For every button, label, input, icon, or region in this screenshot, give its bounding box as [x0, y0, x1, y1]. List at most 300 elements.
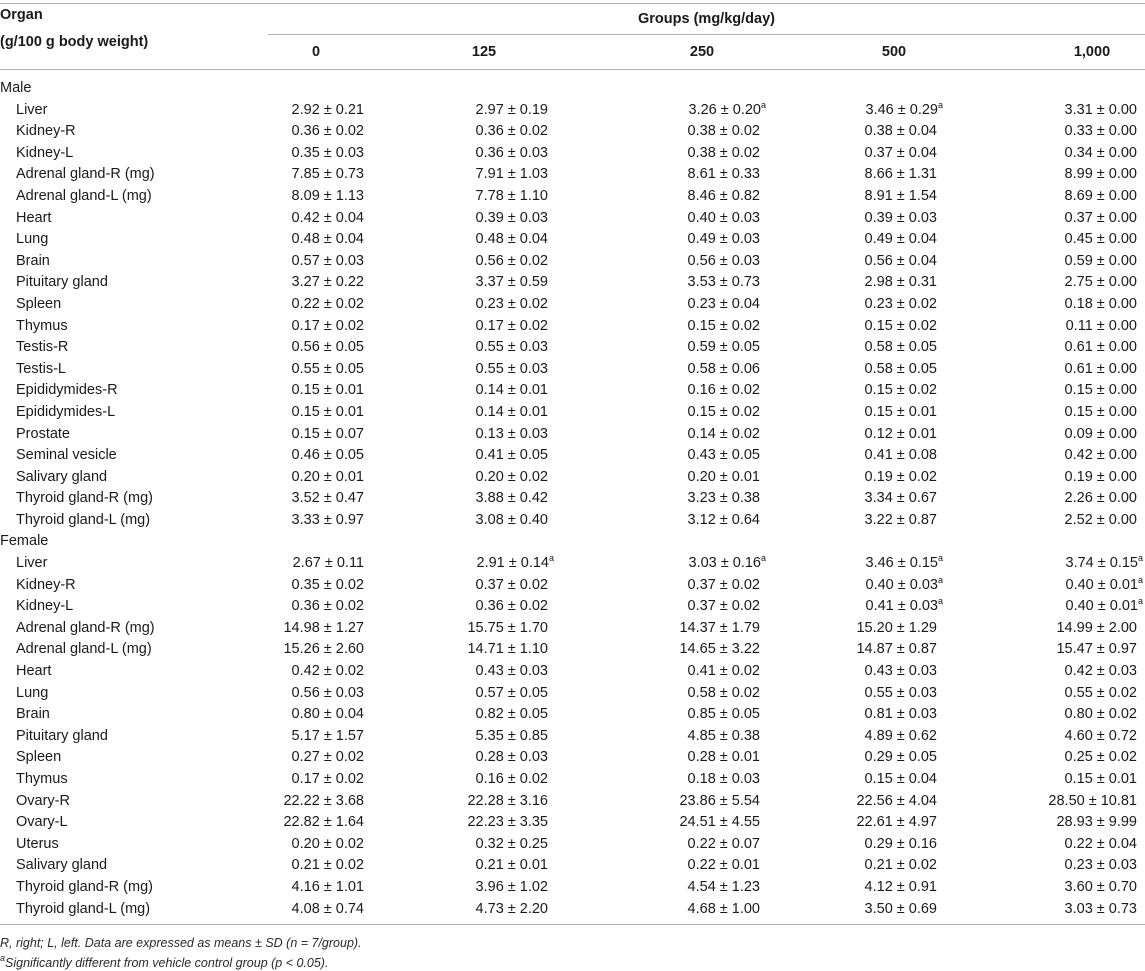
table-row [0, 855, 1145, 877]
table-row [0, 510, 1145, 532]
value-text: 28.50 ± 10.81 [1048, 792, 1137, 809]
value-cell [865, 359, 937, 381]
value-cell [292, 208, 364, 230]
value-text: 28.93 ± 9.99 [1056, 814, 1137, 831]
table-row [0, 661, 1145, 683]
value-cell [1066, 316, 1137, 338]
value-cell [1056, 639, 1137, 661]
value-cell [688, 359, 760, 381]
value-text: 0.41 ± 0.02 [687, 663, 760, 680]
value-text: 7.91 ± 1.03 [475, 166, 548, 183]
value-text: 14.98 ± 1.27 [283, 619, 364, 636]
value-cell [467, 812, 548, 834]
value-text: 5.17 ± 1.57 [291, 727, 364, 744]
value-text: 0.20 ± 0.02 [475, 468, 548, 485]
value-cell [476, 855, 548, 877]
value-text: 7.78 ± 1.10 [475, 187, 548, 204]
value-text: 0.61 ± 0.00 [1064, 339, 1137, 356]
value-text: 0.40 ± 0.03 [865, 576, 938, 593]
table-row [0, 100, 1145, 122]
value-text: 3.34 ± 0.67 [864, 490, 937, 507]
value-text: 0.18 ± 0.03 [687, 771, 760, 787]
value-cell [865, 834, 937, 856]
value-cell [476, 402, 548, 424]
organ-label: Salivary gland [16, 857, 108, 874]
table-row [0, 402, 1145, 424]
value-cell [476, 488, 548, 510]
value-cell [1065, 661, 1137, 683]
footnote-significance [0, 955, 328, 971]
value-text: 0.20 ± 0.01 [291, 468, 364, 485]
value-cell [1065, 877, 1137, 899]
value-cell [476, 467, 548, 489]
value-text: 0.42 ± 0.03 [1064, 663, 1137, 680]
value-cell [292, 510, 364, 532]
value-text: 0.15 ± 0.01 [291, 382, 364, 399]
organ-label: Thyroid gland-L (mg) [16, 900, 151, 917]
table-row [0, 337, 1145, 359]
value-text: 0.17 ± 0.02 [475, 317, 548, 334]
value-text: 0.17 ± 0.02 [291, 317, 364, 334]
value-cell [292, 726, 364, 748]
value-text: 0.59 ± 0.00 [1064, 252, 1137, 269]
value-text: 0.35 ± 0.02 [291, 576, 364, 593]
value-cell [1048, 791, 1137, 813]
value-cell [865, 704, 937, 726]
value-cell [1065, 899, 1137, 921]
value-text: 2.26 ± 0.00 [1064, 490, 1137, 507]
dose-column-header-250: 250 [689, 44, 715, 60]
value-text: 0.56 ± 0.03 [687, 252, 760, 269]
value-cell [688, 208, 760, 230]
value-cell [476, 316, 548, 338]
value-text: 0.39 ± 0.03 [864, 209, 937, 226]
value-cell [292, 229, 364, 251]
value-cell [865, 208, 937, 230]
value-cell [688, 683, 760, 705]
value-text: 0.36 ± 0.02 [475, 123, 548, 140]
value-text: 0.15 ± 0.01 [1064, 771, 1137, 787]
value-text: 0.22 ± 0.04 [1064, 835, 1137, 852]
value-cell [865, 272, 937, 294]
value-cell [1065, 704, 1137, 726]
value-text: 3.52 ± 0.47 [291, 490, 364, 507]
value-cell [476, 769, 548, 791]
value-cell [865, 899, 937, 921]
table-row [0, 272, 1145, 294]
value-cell [292, 251, 364, 273]
table-row [0, 467, 1145, 489]
value-text: 0.37 ± 0.04 [864, 144, 937, 161]
value-cell [679, 618, 760, 640]
organ-label: Testis-R [16, 339, 69, 356]
organ-label: Thyroid gland-L (mg) [16, 511, 151, 528]
value-text: 4.60 ± 0.72 [1064, 727, 1137, 744]
value-cell [292, 877, 364, 899]
organ-label: Prostate [16, 425, 70, 442]
value-cell [476, 445, 548, 467]
value-cell [1065, 683, 1137, 705]
significance-marker: a [760, 553, 766, 564]
value-cell [292, 683, 364, 705]
organ-label: Lung [16, 684, 49, 701]
value-text: 0.55 ± 0.05 [291, 360, 364, 377]
organ-label: Pituitary gland [16, 727, 108, 744]
value-text: 0.14 ± 0.01 [475, 382, 548, 399]
table-row [0, 359, 1145, 381]
section-label: Female [0, 533, 49, 550]
value-text: 0.36 ± 0.02 [291, 123, 364, 140]
value-text: 5.35 ± 0.85 [475, 727, 548, 744]
value-cell [476, 164, 548, 186]
value-text: 0.36 ± 0.03 [475, 144, 548, 161]
value-cell [688, 899, 760, 921]
value-text: 0.15 ± 0.00 [1064, 382, 1137, 399]
value-cell [283, 812, 364, 834]
value-cell [476, 661, 548, 683]
value-cell [688, 510, 760, 532]
organ-label: Kidney-L [16, 598, 74, 615]
table-row [0, 121, 1145, 143]
value-text: 0.49 ± 0.03 [687, 231, 760, 248]
value-text: 3.46 ± 0.29 [865, 101, 938, 118]
value-cell [865, 726, 937, 748]
value-text: 0.22 ± 0.01 [687, 857, 760, 874]
value-cell [476, 899, 548, 921]
value-cell [688, 445, 760, 467]
value-cell [688, 164, 760, 186]
table-row [0, 164, 1145, 186]
value-cell [1065, 855, 1137, 877]
value-text: 0.23 ± 0.04 [687, 295, 760, 312]
value-text: 0.23 ± 0.02 [475, 295, 548, 312]
value-text: 0.15 ± 0.04 [864, 771, 937, 787]
value-cell [1065, 488, 1137, 510]
value-cell [688, 726, 760, 748]
value-cell [1065, 834, 1137, 856]
value-text: 3.12 ± 0.64 [687, 511, 760, 528]
value-text: 0.15 ± 0.00 [1064, 403, 1137, 420]
value-cell [1065, 380, 1137, 402]
value-text: 3.88 ± 0.42 [475, 490, 548, 507]
value-cell [1066, 553, 1143, 575]
value-text: 0.58 ± 0.05 [864, 360, 937, 377]
value-cell [688, 661, 760, 683]
value-text: 14.37 ± 1.79 [679, 619, 760, 636]
value-cell [1065, 359, 1137, 381]
value-text: 0.21 ± 0.02 [864, 857, 937, 874]
value-cell [283, 618, 364, 640]
value-cell [292, 488, 364, 510]
dose-column-header-0: 0 [311, 44, 321, 60]
value-cell [866, 100, 943, 122]
value-cell [688, 272, 760, 294]
value-text: 3.23 ± 0.38 [687, 490, 760, 507]
value-cell [865, 747, 937, 769]
value-text: 0.48 ± 0.04 [291, 231, 364, 248]
value-cell [292, 575, 364, 597]
value-text: 3.26 ± 0.20 [688, 101, 761, 118]
table-row [0, 229, 1145, 251]
value-cell [292, 899, 364, 921]
value-cell [1065, 272, 1137, 294]
value-text: 7.85 ± 0.73 [291, 166, 364, 183]
organ-label: Ovary-L [16, 814, 68, 831]
value-cell [865, 316, 937, 338]
table-bottom-rule [0, 924, 1145, 925]
value-cell [476, 359, 548, 381]
value-text: 0.48 ± 0.04 [475, 231, 548, 248]
value-cell [292, 769, 364, 791]
value-text: 22.23 ± 3.35 [467, 814, 548, 831]
value-text: 0.40 ± 0.01 [1065, 576, 1138, 593]
value-cell [476, 121, 548, 143]
groups-header: Groups (mg/kg/day) [638, 11, 775, 27]
value-text: 0.43 ± 0.03 [475, 663, 548, 680]
table-row [0, 488, 1145, 510]
value-cell [292, 834, 364, 856]
significance-marker: a [937, 553, 943, 564]
value-cell [866, 596, 943, 618]
significance-marker: a [1137, 574, 1143, 585]
value-text: 0.56 ± 0.03 [291, 684, 364, 701]
value-text: 0.59 ± 0.05 [687, 339, 760, 356]
value-text: 15.26 ± 2.60 [283, 641, 364, 658]
value-cell [1065, 402, 1137, 424]
value-text: 0.14 ± 0.02 [687, 425, 760, 442]
value-cell [688, 877, 760, 899]
value-text: 0.15 ± 0.01 [864, 403, 937, 420]
value-text: 0.38 ± 0.04 [864, 123, 937, 140]
value-cell [292, 143, 364, 165]
value-cell [866, 575, 943, 597]
value-text: 8.46 ± 0.82 [687, 187, 760, 204]
value-cell [467, 639, 548, 661]
value-cell [283, 791, 364, 813]
value-text: 2.75 ± 0.00 [1064, 274, 1137, 291]
value-text: 0.29 ± 0.16 [864, 835, 937, 852]
value-text: 0.23 ± 0.02 [864, 295, 937, 312]
value-text: 24.51 ± 4.55 [679, 814, 760, 831]
groups-header-rule [268, 34, 1145, 35]
value-cell [1065, 337, 1137, 359]
value-text: 4.89 ± 0.62 [864, 727, 937, 744]
value-cell [1065, 445, 1137, 467]
value-cell [476, 510, 548, 532]
value-cell [688, 294, 760, 316]
value-text: 0.61 ± 0.00 [1064, 360, 1137, 377]
value-text: 0.39 ± 0.03 [475, 209, 548, 226]
value-text: 0.16 ± 0.02 [475, 771, 548, 787]
value-text: 8.61 ± 0.33 [687, 166, 760, 183]
value-cell [292, 316, 364, 338]
value-text: 4.68 ± 1.00 [687, 900, 760, 917]
value-cell [688, 596, 760, 618]
value-text: 0.17 ± 0.02 [291, 771, 364, 787]
value-text: 3.03 ± 0.73 [1064, 900, 1137, 917]
value-cell [688, 186, 760, 208]
value-cell [689, 553, 766, 575]
value-text: 0.20 ± 0.02 [291, 835, 364, 852]
value-cell [688, 380, 760, 402]
value-cell [865, 337, 937, 359]
section-row-female [0, 531, 1145, 553]
organ-label: Adrenal gland-L (mg) [16, 641, 152, 658]
value-cell [865, 510, 937, 532]
value-text: 0.43 ± 0.03 [864, 663, 937, 680]
value-text: 8.91 ± 1.54 [864, 187, 937, 204]
footnote-significance-text: Significantly different from vehicle control group (p < 0.05). [5, 956, 329, 970]
value-text: 0.19 ± 0.02 [864, 468, 937, 485]
table-row [0, 769, 1145, 791]
table-row [0, 596, 1145, 618]
value-text: 0.58 ± 0.02 [687, 684, 760, 701]
value-text: 0.28 ± 0.01 [687, 749, 760, 766]
value-cell [476, 251, 548, 273]
value-cell [1065, 121, 1137, 143]
value-cell [292, 661, 364, 683]
value-text: 0.22 ± 0.07 [687, 835, 760, 852]
value-text: 0.56 ± 0.02 [475, 252, 548, 269]
organ-label: Testis-L [16, 360, 66, 377]
value-text: 3.60 ± 0.70 [1064, 878, 1137, 895]
value-text: 0.57 ± 0.03 [291, 252, 364, 269]
organ-label: Brain [16, 706, 50, 723]
value-cell [865, 229, 937, 251]
value-text: 0.09 ± 0.00 [1064, 425, 1137, 442]
significance-marker: a [937, 99, 943, 110]
organ-label: Spleen [16, 749, 62, 766]
organ-label: Kidney-R [16, 123, 76, 140]
value-text: 0.22 ± 0.02 [291, 295, 364, 312]
value-text: 0.58 ± 0.06 [687, 360, 760, 377]
value-text: 0.15 ± 0.01 [291, 403, 364, 420]
table-row [0, 424, 1145, 446]
value-text: 2.98 ± 0.31 [864, 274, 937, 291]
value-text: 3.22 ± 0.87 [864, 511, 937, 528]
value-text: 0.37 ± 0.02 [687, 576, 760, 593]
value-text: 2.52 ± 0.00 [1064, 511, 1137, 528]
table-row [0, 899, 1145, 921]
value-text: 4.73 ± 2.20 [475, 900, 548, 917]
table-row [0, 208, 1145, 230]
value-text: 4.54 ± 1.23 [687, 878, 760, 895]
value-text: 3.74 ± 0.15 [1065, 555, 1138, 572]
organ-label: Salivary gland [16, 468, 108, 485]
value-cell [856, 812, 937, 834]
value-text: 3.37 ± 0.59 [475, 274, 548, 291]
value-cell [1065, 164, 1137, 186]
value-text: 0.18 ± 0.00 [1064, 295, 1137, 312]
value-cell [292, 424, 364, 446]
value-cell [679, 791, 760, 813]
value-cell [476, 575, 548, 597]
organ-label: Heart [16, 209, 52, 226]
value-text: 0.41 ± 0.05 [475, 447, 548, 464]
value-text: 0.41 ± 0.03 [865, 598, 938, 615]
value-cell [865, 877, 937, 899]
organ-label: Spleen [16, 295, 62, 312]
value-cell [292, 747, 364, 769]
value-cell [292, 467, 364, 489]
value-cell [865, 402, 937, 424]
value-cell [292, 164, 364, 186]
value-text: 0.46 ± 0.05 [291, 447, 364, 464]
value-cell [688, 402, 760, 424]
value-text: 0.55 ± 0.03 [864, 684, 937, 701]
significance-marker: a [1137, 553, 1143, 564]
value-text: 0.36 ± 0.02 [475, 598, 548, 615]
table-row [0, 294, 1145, 316]
value-cell [679, 812, 760, 834]
value-text: 0.43 ± 0.05 [687, 447, 760, 464]
organ-label: Adrenal gland-L (mg) [16, 187, 152, 204]
organ-label: Uterus [16, 835, 59, 852]
value-text: 0.13 ± 0.03 [475, 425, 548, 442]
organ-label: Pituitary gland [16, 274, 108, 291]
table-row [0, 747, 1145, 769]
value-text: 0.29 ± 0.05 [864, 749, 937, 766]
value-text: 2.67 ± 0.11 [292, 555, 364, 572]
value-text: 0.49 ± 0.04 [864, 231, 937, 248]
value-cell [866, 553, 943, 575]
value-text: 4.12 ± 0.91 [864, 878, 937, 895]
value-text: 3.31 ± 0.00 [1064, 101, 1137, 118]
organ-label: Kidney-R [16, 576, 76, 593]
table-top-rule [0, 3, 1145, 4]
value-text: 22.82 ± 1.64 [283, 814, 364, 831]
value-text: 4.08 ± 0.74 [291, 900, 364, 917]
value-text: 4.16 ± 1.01 [291, 878, 364, 895]
value-text: 0.55 ± 0.02 [1064, 684, 1137, 701]
value-cell [689, 100, 766, 122]
table-row [0, 380, 1145, 402]
value-text: 22.22 ± 3.68 [283, 792, 364, 809]
value-text: 0.38 ± 0.02 [687, 144, 760, 161]
value-cell [688, 575, 760, 597]
section-label: Male [0, 80, 32, 96]
value-cell [467, 791, 548, 813]
value-cell [865, 661, 937, 683]
value-cell [292, 445, 364, 467]
organ-label: Liver [16, 555, 48, 572]
header-bottom-rule [0, 69, 1145, 70]
dose-column-header-500: 500 [881, 44, 907, 60]
table-row [0, 791, 1145, 813]
footnote-abbreviations: R, right; L, left. Data are expressed as means ± SD (n = 7/group). [0, 936, 362, 950]
value-cell [688, 229, 760, 251]
value-cell [865, 143, 937, 165]
organ-label: Thyroid gland-R (mg) [16, 878, 153, 895]
value-cell [476, 596, 548, 618]
value-cell [688, 747, 760, 769]
value-cell [1065, 143, 1137, 165]
value-text: 0.16 ± 0.02 [687, 382, 760, 399]
value-text: 8.99 ± 0.00 [1064, 166, 1137, 183]
value-cell [1065, 510, 1137, 532]
value-cell [292, 855, 364, 877]
value-text: 22.61 ± 4.97 [856, 814, 937, 831]
value-text: 2.91 ± 0.14 [476, 555, 549, 572]
value-text: 0.57 ± 0.05 [475, 684, 548, 701]
table-row [0, 877, 1145, 899]
value-cell [1065, 747, 1137, 769]
value-text: 23.86 ± 5.54 [679, 792, 760, 809]
value-cell [865, 121, 937, 143]
table-row [0, 726, 1145, 748]
value-text: 3.96 ± 1.02 [475, 878, 548, 895]
value-text: 3.33 ± 0.97 [291, 511, 364, 528]
